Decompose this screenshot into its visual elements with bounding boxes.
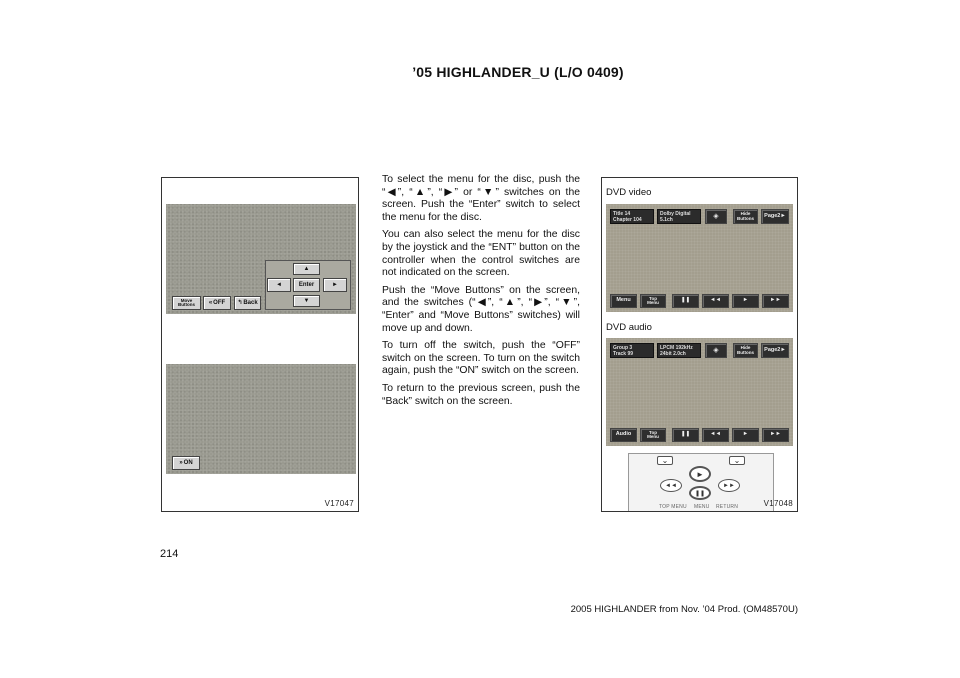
pause-button[interactable]: ❚❚ — [672, 294, 699, 308]
group-track-info: Group 3 Track 99 — [610, 343, 654, 358]
arrow-down-button[interactable]: ▼ — [293, 295, 320, 307]
paragraph-move-buttons: Push the “Move Buttons” on the screen, and the switches (“◀”, “▲”, “▶”, “▼”, “Enter” and “Move Buttons” switches) will move up and down. — [382, 284, 580, 334]
off-button[interactable] — [203, 296, 231, 310]
forward-icon: ►► — [723, 482, 735, 489]
rewind-icon: ◄◄ — [665, 482, 677, 489]
remote-top-menu-button[interactable] — [657, 456, 673, 465]
screen-switches-off — [166, 364, 356, 474]
play-button-audio[interactable]: ► — [732, 428, 759, 442]
on-button[interactable] — [172, 456, 200, 470]
remote-top-menu-label: TOP MENU — [659, 504, 687, 510]
pause-icon: ❚❚ — [694, 490, 706, 497]
rewind-button-audio[interactable]: ◄◄ — [702, 428, 729, 442]
move-buttons-button[interactable]: Move Buttons — [172, 296, 201, 310]
chevron-down-icon: ⌄ — [661, 456, 669, 465]
on-label: ON — [183, 460, 193, 466]
audio-format-info: Dolby Digital 5.1ch — [657, 209, 701, 224]
audio-format-info-lpcm: LPCM 192kHz 24bit 2.0ch — [657, 343, 701, 358]
direction-control-pad — [265, 260, 351, 310]
chevron-down-icon: ⌄ — [733, 456, 741, 465]
play-icon: ► — [696, 469, 704, 479]
page-arrow-icon: ► — [780, 212, 786, 219]
fast-forward-button[interactable]: ►► — [762, 294, 789, 308]
remote-return-label: RETURN — [716, 504, 739, 510]
dvd-audio-label: DVD audio — [606, 322, 652, 333]
remote-return-button[interactable] — [729, 456, 745, 465]
fast-forward-button-audio[interactable]: ►► — [762, 428, 789, 442]
back-arrow-icon: ↰ — [237, 300, 243, 306]
hide-buttons-button-audio[interactable]: Hide Buttons — [733, 343, 758, 358]
figure-left — [161, 177, 359, 512]
top-menu-button-audio[interactable]: Top Menu — [640, 428, 666, 442]
remote-play-button[interactable] — [689, 466, 711, 482]
paragraph-back: To return to the previous screen, push the “Back” switch on the screen. — [382, 382, 580, 407]
remote-pause-button[interactable] — [689, 486, 711, 500]
enter-button[interactable]: Enter — [293, 278, 320, 292]
double-chevron-left-icon: « — [208, 300, 213, 306]
off-label: OFF — [213, 300, 226, 306]
joystick-select-button-audio[interactable] — [705, 343, 727, 358]
joystick-icon: ◈ — [713, 347, 719, 354]
figure-code-left: V17047 — [324, 499, 354, 508]
remote-menu-label: MENU — [694, 504, 710, 510]
arrow-right-button[interactable]: ► — [323, 278, 347, 292]
back-label: Back — [243, 300, 258, 306]
remote-controller — [628, 453, 774, 511]
audio-button[interactable]: Audio — [610, 428, 637, 442]
back-button[interactable] — [234, 296, 261, 310]
paragraph-turn-off: To turn off the switch, push the “OFF” switch on the screen. To turn on the switch again, push the “ON” switch on the screen. — [382, 340, 580, 377]
figure-code-right: V17048 — [763, 499, 793, 508]
page2-label: Page2 — [764, 346, 781, 353]
arrow-left-button[interactable]: ◄ — [267, 278, 291, 292]
remote-rewind-button[interactable] — [660, 479, 682, 492]
dvd-video-label: DVD video — [606, 187, 652, 198]
joystick-icon: ◈ — [713, 213, 719, 220]
paragraph-select-menu: To select the menu for the disc, push the “◀”, “▲”, “▶” or “▼” switches on the screen. Push the “Enter” switch to select the menu for the disc. — [382, 174, 580, 223]
page2-label: Page2 — [764, 212, 781, 219]
page2-button-audio[interactable] — [761, 343, 789, 358]
instructions-text — [382, 174, 580, 413]
paragraph-joystick: You can also select the menu for the disc by the joystick and the “ENT” button on the controller when the control switches are not indicated on the screen. — [382, 229, 580, 279]
double-chevron-right-icon: » — [179, 460, 183, 466]
rewind-button[interactable]: ◄◄ — [702, 294, 729, 308]
figure-right — [601, 177, 798, 512]
page-footer: 2005 HIGHLANDER from Nov. ’04 Prod. (OM48570U) — [570, 604, 798, 615]
remote-forward-button[interactable] — [718, 479, 740, 492]
title-chapter-info: Title 14 Chapter 104 — [610, 209, 654, 224]
page2-button[interactable] — [761, 209, 789, 224]
arrow-up-button[interactable]: ▲ — [293, 263, 320, 275]
screen-with-control-switches — [166, 204, 356, 314]
page-number: 214 — [160, 548, 179, 560]
page-arrow-icon: ► — [780, 346, 786, 353]
hide-buttons-button[interactable]: Hide Buttons — [733, 209, 758, 224]
dvd-video-screen — [606, 204, 793, 312]
menu-button[interactable]: Menu — [610, 294, 637, 308]
pause-button-audio[interactable]: ❚❚ — [672, 428, 699, 442]
top-menu-button[interactable]: Top Menu — [640, 294, 666, 308]
page-header-title: ’05 HIGHLANDER_U (L/O 0409) — [412, 64, 624, 80]
dvd-audio-screen — [606, 338, 793, 446]
play-button[interactable]: ► — [732, 294, 759, 308]
joystick-select-button[interactable] — [705, 209, 727, 224]
